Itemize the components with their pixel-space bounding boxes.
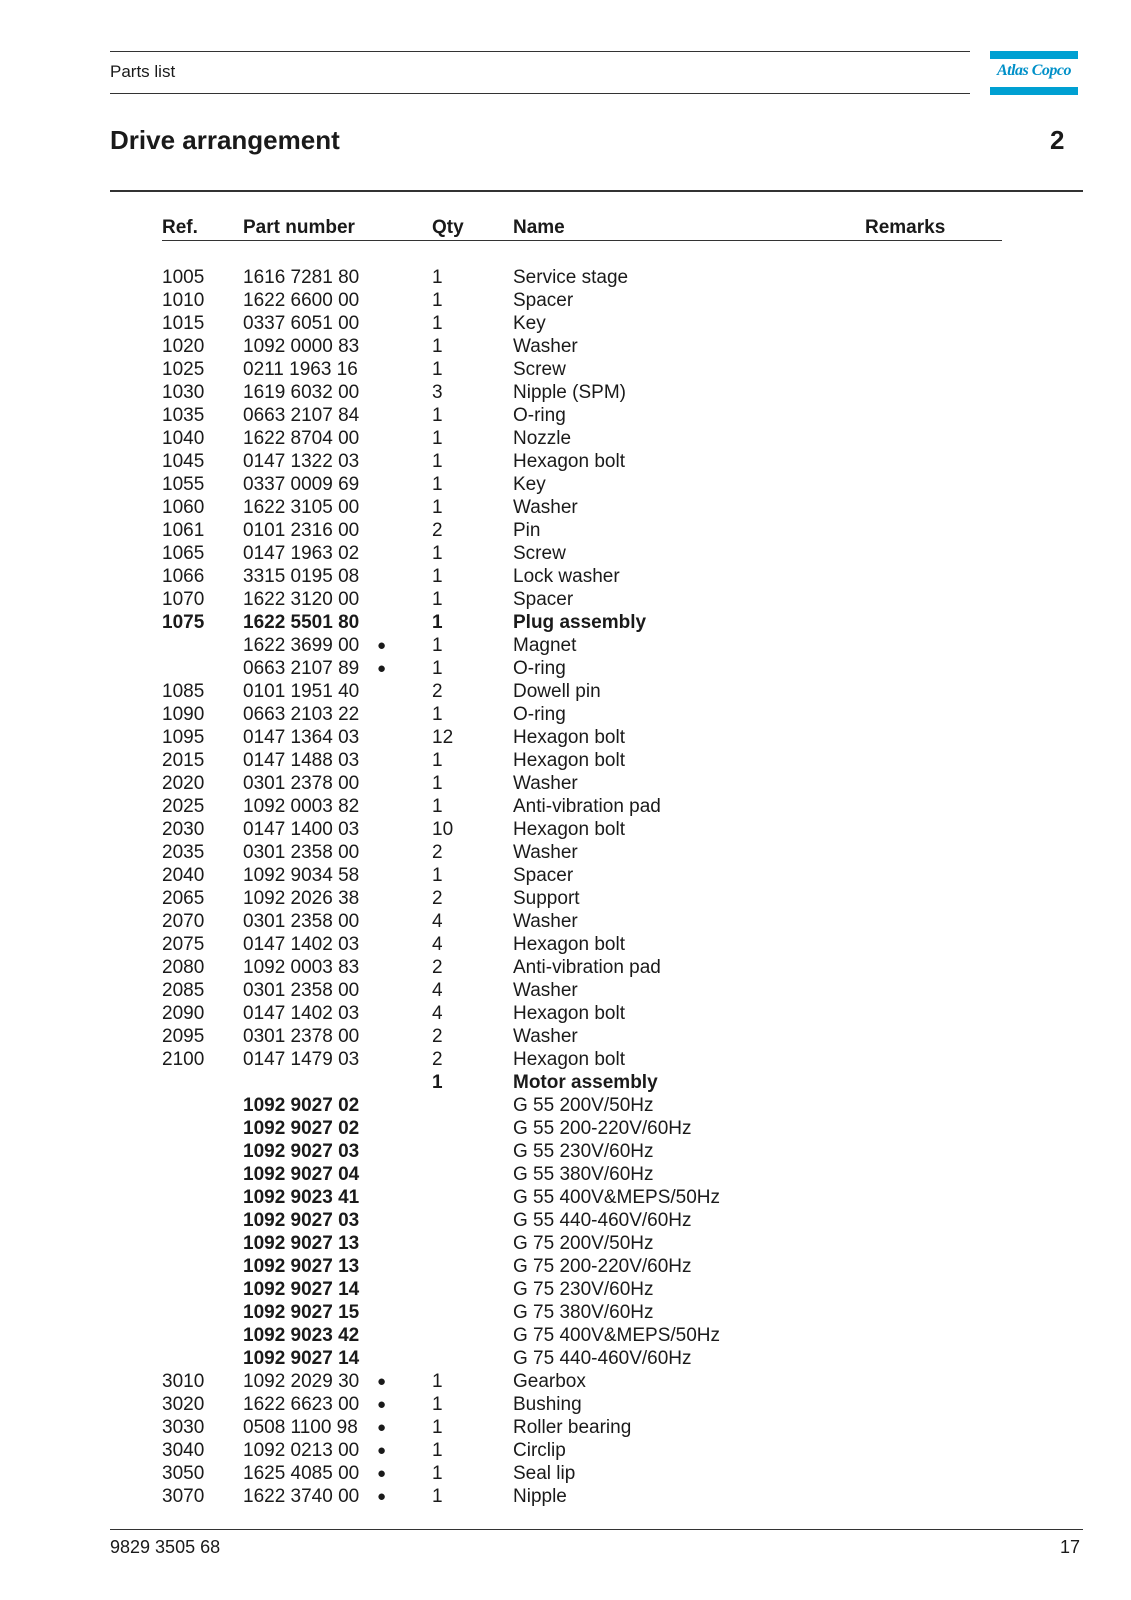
ref-cell: 2095 — [162, 1026, 205, 1047]
table-row — [0, 1140, 1131, 1163]
name-cell: Circlip — [513, 1440, 566, 1461]
name-cell: Nipple — [513, 1486, 567, 1507]
table-row — [0, 1347, 1131, 1370]
qty-cell: 1 — [432, 267, 443, 288]
qty-cell: 2 — [432, 520, 443, 541]
ref-cell: 1090 — [162, 704, 205, 725]
logo-wordmark: Atlas Copco — [996, 62, 1072, 79]
name-cell: Washer — [513, 773, 578, 794]
qty-cell: 1 — [432, 566, 443, 587]
qty-cell: 1 — [432, 336, 443, 357]
name-cell: Washer — [513, 336, 578, 357]
table-row — [0, 1002, 1131, 1025]
ref-cell: 2080 — [162, 957, 205, 978]
name-cell: Hexagon bolt — [513, 1003, 625, 1024]
part-number-cell: 0147 1400 03 — [243, 819, 360, 840]
bullet-marker: ● — [377, 1488, 387, 1505]
ref-cell: 2065 — [162, 888, 205, 909]
qty-cell: 1 — [432, 290, 443, 311]
part-number-cell: 0663 2103 22 — [243, 704, 360, 725]
bullet-marker: ● — [377, 660, 387, 677]
name-cell: G 55 200V/50Hz — [513, 1095, 654, 1116]
table-row — [0, 1186, 1131, 1209]
qty-cell: 1 — [432, 359, 443, 380]
column-header-qty: Qty — [432, 217, 464, 238]
part-number-cell: 1622 6600 00 — [243, 290, 360, 311]
qty-cell: 2 — [432, 842, 443, 863]
ref-cell: 1025 — [162, 359, 205, 380]
ref-cell: 1070 — [162, 589, 205, 610]
name-cell: Motor assembly — [513, 1072, 658, 1093]
part-number-cell: 1092 9027 15 — [243, 1302, 360, 1323]
part-number-cell: 1092 9023 41 — [243, 1187, 360, 1208]
name-cell: G 75 200V/50Hz — [513, 1233, 654, 1254]
table-row — [0, 1025, 1131, 1048]
qty-cell: 1 — [432, 1486, 443, 1507]
table-row — [0, 703, 1131, 726]
name-cell: Magnet — [513, 635, 577, 656]
header-top-rule — [110, 51, 970, 52]
table-row — [0, 1301, 1131, 1324]
name-cell: Hexagon bolt — [513, 451, 625, 472]
qty-cell: 1 — [432, 405, 443, 426]
header-section-label: Parts list — [110, 62, 176, 81]
qty-cell: 1 — [432, 1371, 443, 1392]
qty-cell: 1 — [432, 1463, 443, 1484]
name-cell: Washer — [513, 497, 578, 518]
part-number-cell: 0301 2358 00 — [243, 842, 360, 863]
table-row — [0, 818, 1131, 841]
name-cell: Nipple (SPM) — [513, 382, 626, 403]
part-number-cell: 1092 9027 13 — [243, 1233, 360, 1254]
qty-cell: 4 — [432, 911, 443, 932]
ref-cell: 1005 — [162, 267, 205, 288]
name-cell: Key — [513, 313, 546, 334]
table-row — [0, 1370, 1131, 1393]
qty-cell: 12 — [432, 727, 454, 748]
table-row — [0, 565, 1131, 588]
name-cell: G 55 230V/60Hz — [513, 1141, 654, 1162]
part-number-cell: 0663 2107 89 — [243, 658, 360, 679]
table-row — [0, 542, 1131, 565]
part-number-cell: 1092 9027 03 — [243, 1210, 360, 1231]
name-cell: Washer — [513, 1026, 578, 1047]
qty-cell: 1 — [432, 612, 443, 633]
column-header-name: Name — [513, 217, 565, 238]
table-row — [0, 427, 1131, 450]
part-number-cell: 1622 3740 00 — [243, 1486, 360, 1507]
name-cell: Washer — [513, 842, 578, 863]
table-row — [0, 289, 1131, 312]
name-cell: Support — [513, 888, 580, 909]
part-number-cell: 1092 2029 30 — [243, 1371, 360, 1392]
part-number-cell: 1622 5501 80 — [243, 612, 360, 633]
bullet-marker: ● — [377, 1442, 387, 1459]
ref-cell: 1060 — [162, 497, 205, 518]
name-cell: Roller bearing — [513, 1417, 632, 1438]
ref-cell: 1010 — [162, 290, 205, 311]
table-row — [0, 611, 1131, 634]
part-number-cell: 0101 1951 40 — [243, 681, 360, 702]
qty-cell: 2 — [432, 888, 443, 909]
table-row — [0, 910, 1131, 933]
table-row — [0, 634, 1131, 657]
column-header-part-number: Part number — [243, 217, 355, 238]
table-row — [0, 450, 1131, 473]
table-row — [0, 496, 1131, 519]
part-number-cell: 0211 1963 16 — [243, 359, 358, 380]
name-cell: Hexagon bolt — [513, 727, 625, 748]
part-number-cell: 3315 0195 08 — [243, 566, 360, 587]
qty-cell: 4 — [432, 934, 443, 955]
ref-cell: 1085 — [162, 681, 205, 702]
qty-cell: 3 — [432, 382, 443, 403]
qty-cell: 1 — [432, 543, 443, 564]
qty-cell: 1 — [432, 750, 443, 771]
name-cell: G 75 400V&MEPS/50Hz — [513, 1325, 720, 1346]
qty-cell: 1 — [432, 796, 443, 817]
table-header-rule — [162, 240, 1002, 241]
table-row — [0, 1462, 1131, 1485]
table-row — [0, 1255, 1131, 1278]
part-number-cell: 0147 1488 03 — [243, 750, 360, 771]
ref-cell: 1045 — [162, 451, 205, 472]
ref-cell: 3030 — [162, 1417, 205, 1438]
table-row — [0, 749, 1131, 772]
part-number-cell: 0301 2378 00 — [243, 773, 360, 794]
bullet-marker: ● — [377, 637, 387, 654]
name-cell: G 75 440-460V/60Hz — [513, 1348, 692, 1369]
name-cell: Hexagon bolt — [513, 1049, 625, 1070]
name-cell: Hexagon bolt — [513, 819, 625, 840]
qty-cell: 1 — [432, 1072, 443, 1093]
table-row — [0, 933, 1131, 956]
name-cell: Nozzle — [513, 428, 572, 449]
header-bottom-rule — [110, 93, 970, 94]
part-number-cell: 0337 0009 69 — [243, 474, 360, 495]
ref-cell: 2025 — [162, 796, 205, 817]
table-row — [0, 887, 1131, 910]
ref-cell: 2040 — [162, 865, 205, 886]
table-row — [0, 473, 1131, 496]
qty-cell: 1 — [432, 313, 443, 334]
name-cell: Anti-vibration pad — [513, 957, 661, 978]
ref-cell: 2075 — [162, 934, 205, 955]
part-number-cell: 1092 9027 02 — [243, 1095, 360, 1116]
ref-cell: 2035 — [162, 842, 205, 863]
document-number: 9829 3505 68 — [110, 1537, 221, 1557]
qty-cell: 1 — [432, 658, 443, 679]
name-cell: G 55 440-460V/60Hz — [513, 1210, 692, 1231]
ref-cell: 1095 — [162, 727, 205, 748]
name-cell: Dowell pin — [513, 681, 601, 702]
ref-cell: 3050 — [162, 1463, 205, 1484]
logo-top-bar — [990, 51, 1078, 59]
ref-cell: 2015 — [162, 750, 205, 771]
logo-bottom-bar — [990, 87, 1078, 95]
ref-cell: 1040 — [162, 428, 205, 449]
table-row — [0, 1209, 1131, 1232]
qty-cell: 1 — [432, 1394, 443, 1415]
qty-cell: 2 — [432, 957, 443, 978]
table-row — [0, 519, 1131, 542]
ref-cell: 1065 — [162, 543, 205, 564]
qty-cell: 1 — [432, 451, 443, 472]
chapter-number: 2 — [1050, 125, 1065, 155]
qty-cell: 1 — [432, 1417, 443, 1438]
name-cell: Lock washer — [513, 566, 620, 587]
table-row — [0, 1439, 1131, 1462]
part-number-cell: 1092 2026 38 — [243, 888, 360, 909]
qty-cell: 1 — [432, 704, 443, 725]
name-cell: Spacer — [513, 290, 574, 311]
part-number-cell: 1092 0003 82 — [243, 796, 360, 817]
table-row — [0, 772, 1131, 795]
table-row — [0, 680, 1131, 703]
part-number-cell: 1092 9027 02 — [243, 1118, 360, 1139]
table-row — [0, 1117, 1131, 1140]
table-row — [0, 657, 1131, 680]
part-number-cell: 0101 2316 00 — [243, 520, 360, 541]
ref-cell: 1035 — [162, 405, 205, 426]
qty-cell: 1 — [432, 497, 443, 518]
table-row — [0, 1094, 1131, 1117]
part-number-cell: 0301 2378 00 — [243, 1026, 360, 1047]
ref-cell: 2070 — [162, 911, 205, 932]
qty-cell: 2 — [432, 1049, 443, 1070]
ref-cell: 3040 — [162, 1440, 205, 1461]
part-number-cell: 1092 0213 00 — [243, 1440, 360, 1461]
qty-cell: 1 — [432, 773, 443, 794]
name-cell: Spacer — [513, 865, 574, 886]
name-cell: Gearbox — [513, 1371, 586, 1392]
name-cell: O-ring — [513, 405, 566, 426]
atlas-copco-logo — [990, 51, 1078, 95]
part-number-cell: 0663 2107 84 — [243, 405, 360, 426]
part-number-cell: 1092 0003 83 — [243, 957, 360, 978]
ref-cell: 3010 — [162, 1371, 205, 1392]
part-number-cell: 0147 1402 03 — [243, 1003, 360, 1024]
ref-cell: 2030 — [162, 819, 205, 840]
ref-cell: 2090 — [162, 1003, 205, 1024]
name-cell: G 75 200-220V/60Hz — [513, 1256, 692, 1277]
page-number: 17 — [1060, 1537, 1081, 1557]
part-number-cell: 1622 8704 00 — [243, 428, 360, 449]
name-cell: G 55 200-220V/60Hz — [513, 1118, 692, 1139]
part-number-cell: 1619 6032 00 — [243, 382, 360, 403]
name-cell: G 75 230V/60Hz — [513, 1279, 654, 1300]
part-number-cell: 1092 9027 14 — [243, 1279, 360, 1300]
ref-cell: 1030 — [162, 382, 205, 403]
table-row — [0, 404, 1131, 427]
table-row — [0, 1163, 1131, 1186]
part-number-cell: 0508 1100 98 — [243, 1417, 358, 1438]
footer-rule — [110, 1529, 1083, 1530]
name-cell: O-ring — [513, 658, 566, 679]
table-row — [0, 1232, 1131, 1255]
name-cell: Plug assembly — [513, 612, 647, 633]
bullet-marker: ● — [377, 1465, 387, 1482]
ref-cell: 2085 — [162, 980, 205, 1001]
table-row — [0, 335, 1131, 358]
part-number-cell: 1092 9027 14 — [243, 1348, 360, 1369]
part-number-cell: 1622 3120 00 — [243, 589, 360, 610]
name-cell: Bushing — [513, 1394, 582, 1415]
name-cell: Screw — [513, 359, 566, 380]
ref-cell: 3020 — [162, 1394, 205, 1415]
part-number-cell: 0147 1963 02 — [243, 543, 360, 564]
part-number-cell: 0301 2358 00 — [243, 911, 360, 932]
qty-cell: 1 — [432, 1440, 443, 1461]
part-number-cell: 1625 4085 00 — [243, 1463, 360, 1484]
bullet-marker: ● — [377, 1396, 387, 1413]
table-row — [0, 1416, 1131, 1439]
name-cell: Washer — [513, 911, 578, 932]
part-number-cell: 1616 7281 80 — [243, 267, 360, 288]
bullet-marker: ● — [377, 1373, 387, 1390]
ref-cell: 1055 — [162, 474, 205, 495]
name-cell: Anti-vibration pad — [513, 796, 661, 817]
name-cell: Pin — [513, 520, 541, 541]
ref-cell: 1066 — [162, 566, 205, 587]
name-cell: Hexagon bolt — [513, 934, 625, 955]
parts-table-body — [0, 266, 1131, 1508]
qty-cell: 4 — [432, 1003, 443, 1024]
ref-cell: 2020 — [162, 773, 205, 794]
name-cell: G 55 400V&MEPS/50Hz — [513, 1187, 720, 1208]
name-cell: Service stage — [513, 267, 629, 288]
table-row — [0, 266, 1131, 289]
table-row — [0, 956, 1131, 979]
table-row — [0, 979, 1131, 1002]
table-row — [0, 358, 1131, 381]
part-number-cell: 1092 9023 42 — [243, 1325, 360, 1346]
table-row — [0, 841, 1131, 864]
part-number-cell: 1092 0000 83 — [243, 336, 360, 357]
table-row — [0, 1324, 1131, 1347]
qty-cell: 1 — [432, 428, 443, 449]
column-header-remarks: Remarks — [865, 217, 946, 238]
table-row — [0, 381, 1131, 404]
name-cell: Screw — [513, 543, 566, 564]
qty-cell: 2 — [432, 1026, 443, 1047]
qty-cell: 1 — [432, 589, 443, 610]
table-row — [0, 795, 1131, 818]
ref-cell: 1061 — [162, 520, 205, 541]
table-row — [0, 1393, 1131, 1416]
part-number-cell: 0337 6051 00 — [243, 313, 360, 334]
column-header-ref: Ref. — [162, 217, 198, 238]
name-cell: Hexagon bolt — [513, 750, 625, 771]
bullet-marker: ● — [377, 1419, 387, 1436]
part-number-cell: 1092 9027 03 — [243, 1141, 360, 1162]
qty-cell: 10 — [432, 819, 454, 840]
table-row — [0, 312, 1131, 335]
part-number-cell: 0147 1364 03 — [243, 727, 360, 748]
ref-cell: 1075 — [162, 612, 205, 633]
name-cell: G 75 380V/60Hz — [513, 1302, 654, 1323]
part-number-cell: 0147 1322 03 — [243, 451, 360, 472]
qty-cell: 1 — [432, 865, 443, 886]
table-row — [0, 1048, 1131, 1071]
qty-cell: 1 — [432, 635, 443, 656]
name-cell: G 55 380V/60Hz — [513, 1164, 654, 1185]
name-cell: Key — [513, 474, 546, 495]
part-number-cell: 0147 1479 03 — [243, 1049, 360, 1070]
ref-cell: 3070 — [162, 1486, 205, 1507]
name-cell: Spacer — [513, 589, 574, 610]
part-number-cell: 1622 3699 00 — [243, 635, 360, 656]
ref-cell: 1015 — [162, 313, 205, 334]
table-row — [0, 726, 1131, 749]
part-number-cell: 1092 9027 13 — [243, 1256, 360, 1277]
table-row — [0, 588, 1131, 611]
ref-cell: 1020 — [162, 336, 205, 357]
table-row — [0, 864, 1131, 887]
qty-cell: 1 — [432, 474, 443, 495]
part-number-cell: 1092 9027 04 — [243, 1164, 360, 1185]
ref-cell: 2100 — [162, 1049, 205, 1070]
part-number-cell: 1622 3105 00 — [243, 497, 360, 518]
table-row — [0, 1485, 1131, 1508]
name-cell: Washer — [513, 980, 578, 1001]
table-row — [0, 1278, 1131, 1301]
page-title: Drive arrangement — [110, 125, 340, 155]
title-rule — [110, 190, 1083, 192]
part-number-cell: 0147 1402 03 — [243, 934, 360, 955]
part-number-cell: 1092 9034 58 — [243, 865, 360, 886]
qty-cell: 2 — [432, 681, 443, 702]
part-number-cell: 1622 6623 00 — [243, 1394, 360, 1415]
table-row — [0, 1071, 1131, 1094]
part-number-cell: 0301 2358 00 — [243, 980, 360, 1001]
name-cell: O-ring — [513, 704, 566, 725]
qty-cell: 4 — [432, 980, 443, 1001]
name-cell: Seal lip — [513, 1463, 576, 1484]
